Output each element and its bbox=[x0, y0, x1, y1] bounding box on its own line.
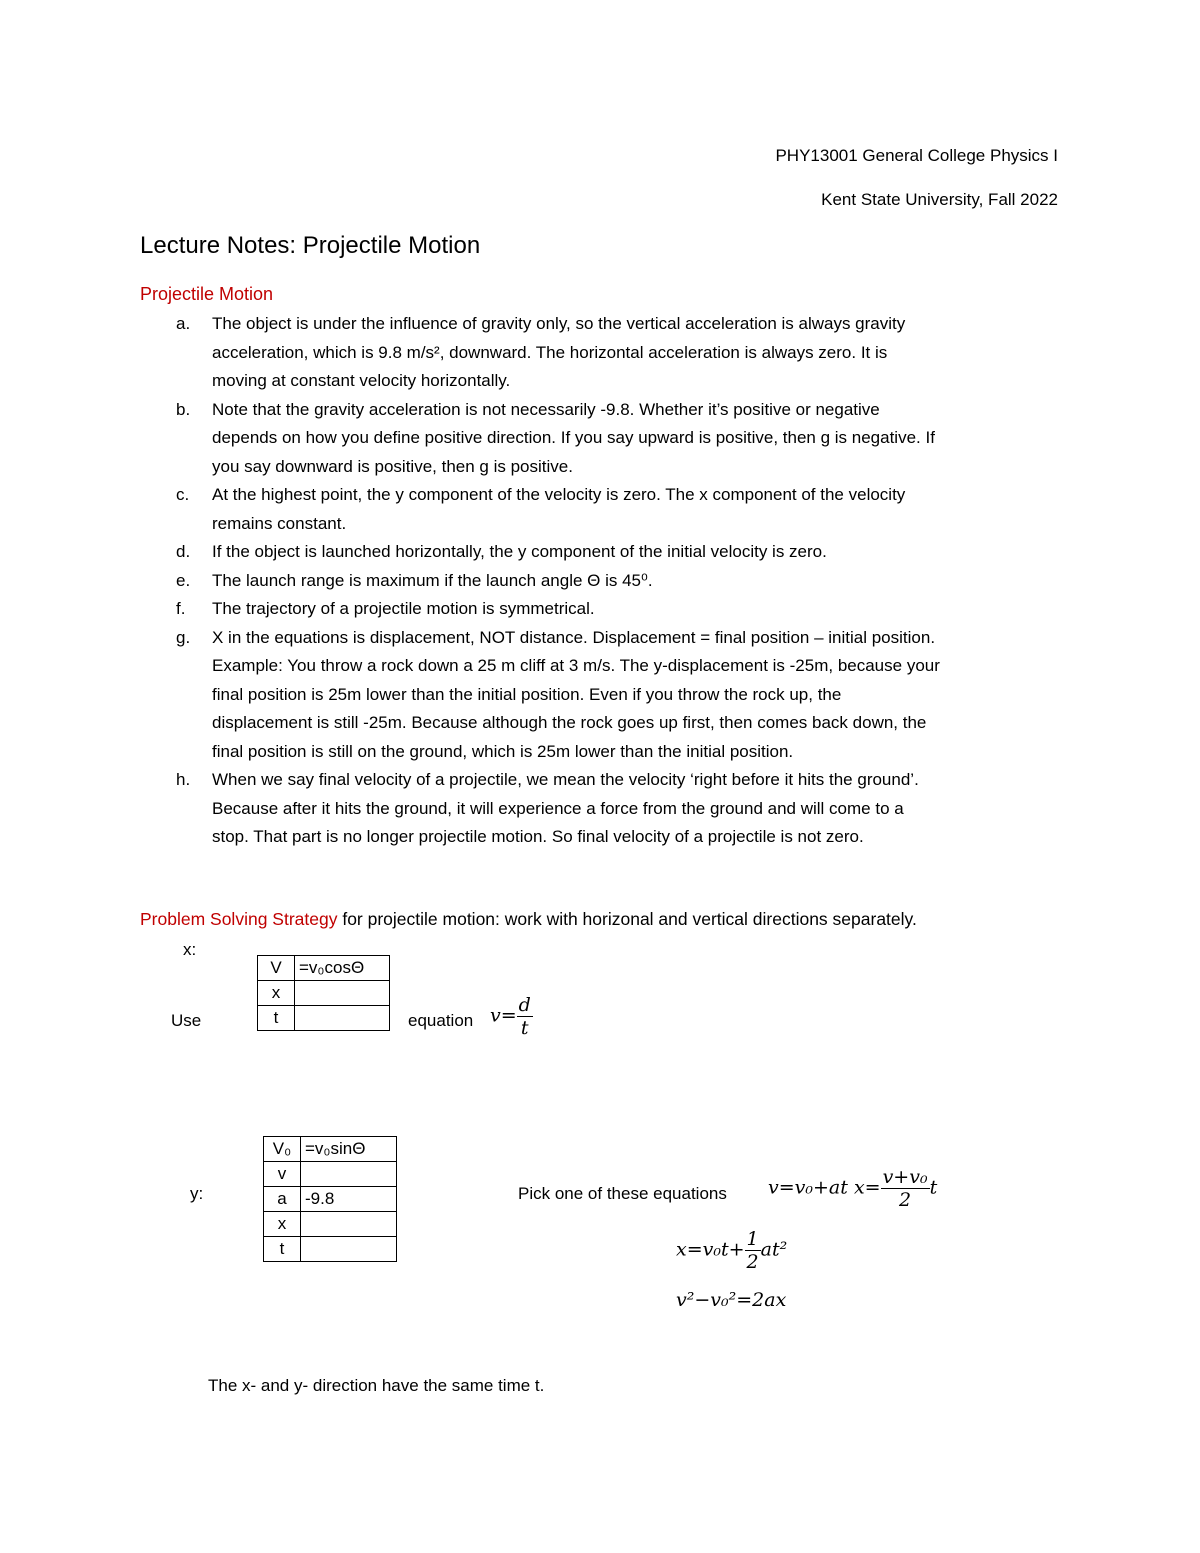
x-direction-table bbox=[257, 955, 390, 1031]
note-line: The object is under the influence of gravity only, so the vertical acceleration is always gravity bbox=[212, 314, 906, 333]
strategy-paragraph bbox=[140, 909, 917, 930]
equation-x-v0t-lhs: x=v₀t+ bbox=[676, 1238, 745, 1261]
velocity-eq-denominator: t bbox=[520, 1017, 529, 1039]
note-item bbox=[140, 567, 1060, 596]
y-table-row bbox=[264, 1162, 397, 1187]
note-line: Because after it hits the ground, it will experience a force from the ground and will come to a bbox=[212, 798, 904, 818]
kinematics-equations-row bbox=[768, 1166, 937, 1211]
note-line: The trajectory of a projectile motion is symmetrical. bbox=[212, 599, 595, 618]
equation-x-avg-lhs: x= bbox=[853, 1176, 881, 1199]
equation-x-avg-denominator: 2 bbox=[899, 1189, 912, 1211]
y-table-variable: v bbox=[264, 1162, 301, 1187]
equation-v2-v02-2ax: v²−v₀²=2ax bbox=[676, 1289, 787, 1311]
note-item bbox=[140, 396, 1060, 482]
strategy-heading: Problem Solving Strategy bbox=[140, 909, 338, 929]
x-table-row bbox=[258, 956, 390, 981]
y-table-variable: a bbox=[264, 1187, 301, 1212]
x-table-value bbox=[295, 981, 390, 1006]
course-header: PHY13001 General College Physics I bbox=[775, 146, 1058, 165]
note-marker: d. bbox=[176, 542, 191, 561]
y-direction-table bbox=[263, 1136, 397, 1262]
page-title: Lecture Notes: Projectile Motion bbox=[140, 232, 481, 259]
x-table-row bbox=[258, 981, 390, 1006]
equation-half-numerator: 1 bbox=[746, 1228, 759, 1250]
note-line: Note that the gravity acceleration is not necessarily -9.8. Whether it’s positive or negative bbox=[212, 399, 880, 419]
x-table-variable: t bbox=[258, 1006, 295, 1031]
x-table-variable: V bbox=[258, 956, 295, 981]
y-table-row bbox=[264, 1212, 397, 1237]
notes-list bbox=[140, 310, 1060, 852]
velocity-eq-lhs: v= bbox=[490, 1004, 517, 1027]
note-item bbox=[140, 538, 1060, 567]
note-line: depends on how you define positive direction. If you say upward is positive, then g is negative. If bbox=[212, 428, 935, 447]
same-time-note: The x- and y- direction have the same time t. bbox=[208, 1376, 545, 1395]
y-table-value bbox=[301, 1212, 397, 1237]
note-line: When we say final velocity of a projectile, we mean the velocity ‘right before it hits the ground’. bbox=[212, 770, 919, 789]
pick-equations-label: Pick one of these equations bbox=[518, 1184, 727, 1203]
note-marker: e. bbox=[176, 570, 191, 590]
note-line: you say downward is positive, then g is positive. bbox=[212, 456, 573, 476]
note-line: acceleration, which is 9.8 m/s², downward. The horizontal acceleration is always zero. It is bbox=[212, 342, 888, 362]
y-table-value: -9.8 bbox=[301, 1187, 397, 1212]
y-table-row bbox=[264, 1187, 397, 1212]
note-marker: b. bbox=[176, 399, 191, 419]
equation-at2: at² bbox=[760, 1238, 788, 1261]
note-line: If the object is launched horizontally, the y component of the initial velocity is zero. bbox=[212, 542, 827, 561]
equation-x-avg-fraction bbox=[881, 1166, 930, 1211]
x-table-value: =v₀cosΘ bbox=[295, 956, 390, 981]
note-item bbox=[140, 595, 1060, 624]
y-direction-label: y: bbox=[190, 1184, 204, 1203]
velocity-eq-fraction bbox=[517, 994, 533, 1039]
equation-half-fraction bbox=[745, 1228, 761, 1273]
y-table-row bbox=[264, 1137, 397, 1162]
note-item bbox=[140, 624, 1060, 767]
y-table-value bbox=[301, 1237, 397, 1262]
note-line: final position is 25m lower than the initial position. Even if you throw the rock up, the bbox=[212, 684, 842, 704]
note-item bbox=[140, 766, 1060, 852]
note-line: final position is still on the ground, which is 25m lower than the initial position. bbox=[212, 741, 794, 761]
y-table-variable: t bbox=[264, 1237, 301, 1262]
strategy-text: for projectile motion: work with horizonal and vertical directions separately. bbox=[337, 909, 917, 929]
note-line: stop. That part is no longer projectile motion. So final velocity of a projectile is not zero. bbox=[212, 827, 864, 846]
note-line: displacement is still -25m. Because although the rock goes up first, then comes back down, the bbox=[212, 713, 927, 732]
note-line: X in the equations is displacement, NOT distance. Displacement = final position – initial position. bbox=[212, 627, 936, 647]
y-table-value bbox=[301, 1162, 397, 1187]
note-line: Example: You throw a rock down a 25 m cliff at 3 m/s. The y-displacement is -25m, because your bbox=[212, 656, 940, 675]
equation-x-v0t-half-at2 bbox=[676, 1228, 787, 1273]
university-header: Kent State University, Fall 2022 bbox=[821, 190, 1058, 209]
equation-half-denominator: 2 bbox=[746, 1251, 759, 1273]
note-line: The launch range is maximum if the launch angle Θ is 45⁰. bbox=[212, 570, 653, 590]
note-item bbox=[140, 481, 1060, 538]
note-marker: f. bbox=[176, 599, 186, 618]
x-table-value bbox=[295, 1006, 390, 1031]
equation-label: equation bbox=[408, 1011, 474, 1030]
note-line: moving at constant velocity horizontally. bbox=[212, 371, 511, 390]
y-table-variable: V₀ bbox=[264, 1137, 301, 1162]
velocity-eq-numerator: d bbox=[518, 994, 531, 1016]
use-label: Use bbox=[171, 1011, 202, 1030]
y-table-variable: x bbox=[264, 1212, 301, 1237]
x-direction-label: x: bbox=[183, 940, 197, 959]
x-table-row bbox=[258, 1006, 390, 1031]
velocity-equation bbox=[490, 994, 533, 1039]
note-line: At the highest point, the y component of the velocity is zero. The x component of the velocity bbox=[212, 485, 906, 504]
note-marker: a. bbox=[176, 314, 191, 333]
equation-x-avg-numerator: v+v₀ bbox=[882, 1166, 928, 1188]
note-marker: c. bbox=[176, 485, 190, 504]
y-table-value: =v₀sinΘ bbox=[301, 1137, 397, 1162]
x-table-variable: x bbox=[258, 981, 295, 1006]
section-heading: Projectile Motion bbox=[140, 284, 274, 304]
note-marker: g. bbox=[176, 627, 191, 647]
equation-v-v0-at: v=v₀+at bbox=[768, 1176, 848, 1199]
equation-x-avg-t: t bbox=[929, 1176, 938, 1199]
y-table-row bbox=[264, 1237, 397, 1262]
note-marker: h. bbox=[176, 770, 191, 789]
note-item bbox=[140, 310, 1060, 396]
note-line: remains constant. bbox=[212, 513, 347, 533]
